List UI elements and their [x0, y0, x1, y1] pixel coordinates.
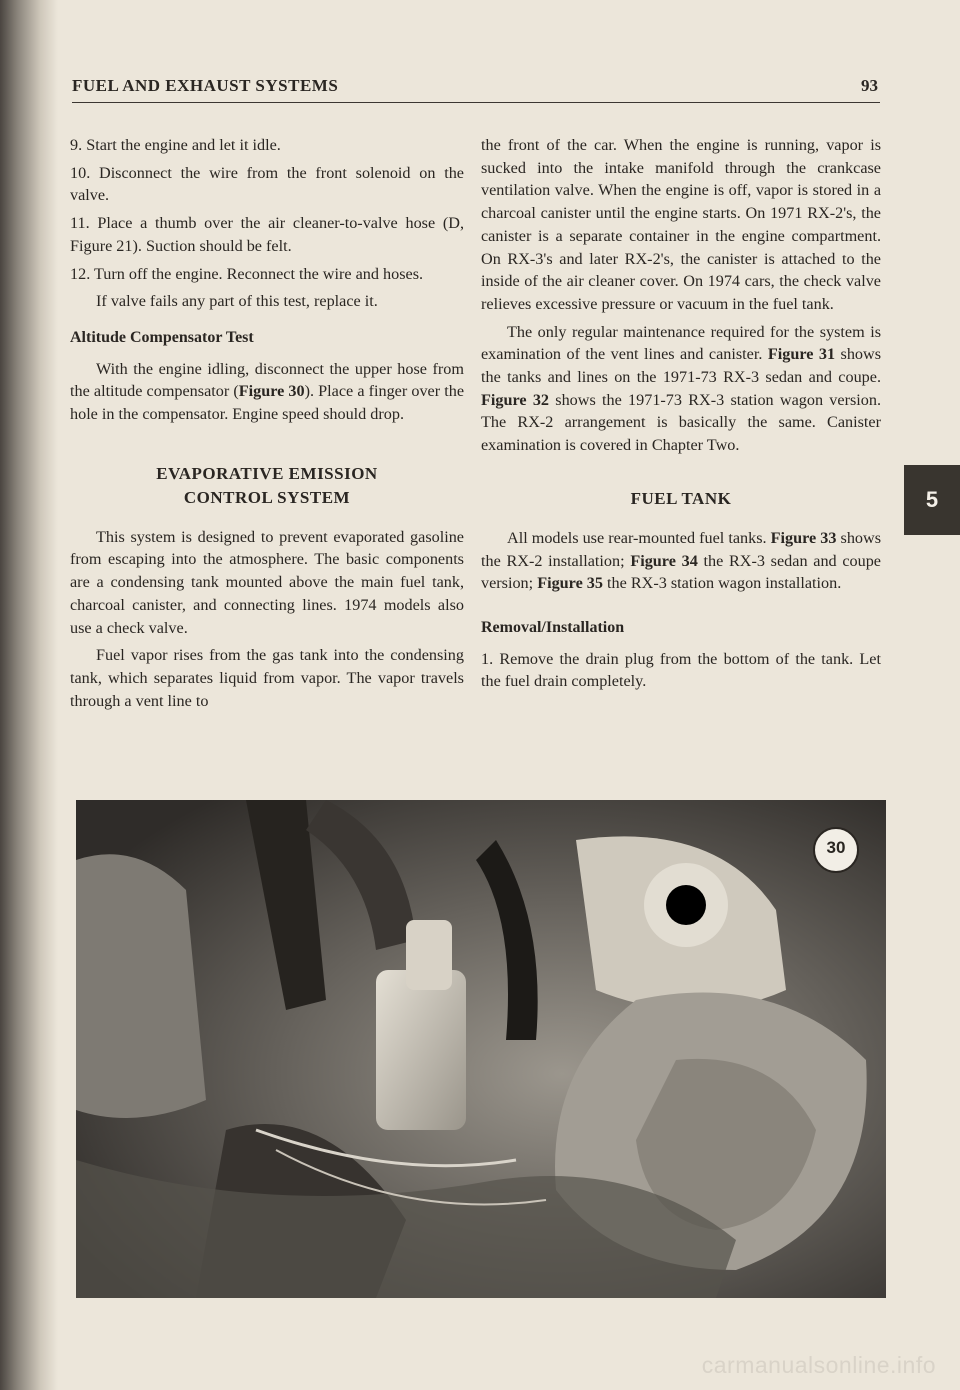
step-10: 10. Disconnect the wire from the front solenoid on the valve.: [70, 163, 464, 205]
evap-heading-line1: EVAPORATIVE EMISSION: [156, 463, 378, 483]
valve-fail-note: If valve fails any part of this test, replace it.: [96, 292, 378, 311]
tank-text-b: shows the RX-2 installation;: [481, 528, 881, 570]
altitude-text-a: With the engine idling, disconnect the upper hose from the altitude compensator (: [70, 359, 464, 401]
figure-34-ref: Figure 34: [630, 551, 698, 570]
figure-number-badge: 30: [826, 838, 846, 857]
step-9: 9. Start the engine and let it idle.: [70, 136, 281, 154]
removal-step-1: 1. Remove the drain plug from the bottom of the tank. Let the fuel drain completely.: [481, 649, 881, 691]
tank-text-c: the RX-3 sedan and coupe version;: [481, 551, 881, 593]
engine-compartment-photo: [76, 800, 886, 1298]
maint-text-a: The only regular maintenance required for the system is examination of the vent lines and canister.: [481, 322, 881, 364]
evap-heading-line2: CONTROL SYSTEM: [183, 487, 351, 507]
chapter-tab-number: 5: [925, 487, 939, 512]
page-number: 93: [861, 76, 878, 95]
evap-continued: the front of the car. When the engine is running, vapor is sucked into the intake manifold through the crankcase ventilation valve. When the engine is off, vapor is stored in a charcoal canister until the engine starts. On 1971 RX-2's, the canister is a separate container in the engine compartment. On RX-3's and later RX-2's, the canister is attached to the inside of the air cleaner cover. On 1974 cars, the check valve relieves excessive pressure or vacuum in the fuel tank.: [481, 136, 881, 313]
figure-32-ref: Figure 32: [481, 390, 550, 409]
evap-paragraph-1: This system is designed to prevent evaporated gasoline from escaping into the atmosphere. The basic components are a condensing tank mounted above the main fuel tank, charcoal canister, and connecting lines. 1974 models also use a check valve.: [70, 527, 464, 637]
maint-text-c: shows the 1971-73 RX-3 station wagon version. The RX-2 arrangement is basically the same. Canister examination is covered in Chapter Two.: [481, 390, 882, 455]
book-spine-shadow: [0, 0, 58, 1390]
altitude-paragraph: [70, 358, 464, 426]
maint-text-b: shows the tanks and lines on the 1971-73 RX-3 sedan and coupe.: [481, 345, 882, 387]
figure-30-ref: Figure 30: [238, 382, 305, 401]
figure-35-ref: Figure 35: [537, 574, 603, 593]
maintenance-paragraph: [481, 321, 881, 457]
chapter-title: FUEL AND EXHAUST SYSTEMS: [72, 76, 339, 95]
evaporative-emission-heading: [70, 462, 464, 510]
running-header: [72, 70, 880, 103]
tank-text-d: the RX-3 station wagon installation.: [603, 574, 842, 593]
altitude-text-b: ). Place a finger over the hole in the compensator. Engine speed should drop.: [70, 382, 465, 424]
fuel-tank-heading: FUEL TANK: [630, 488, 732, 508]
fuel-tank-paragraph: [481, 527, 881, 595]
step-11: 11. Place a thumb over the air cleaner-to-valve hose (D, Figure 21). Suction should be felt.: [70, 214, 464, 255]
evap-paragraph-2: Fuel vapor rises from the gas tank into the condensing tank, which separates liquid from vapor. The vapor travels through a vent line to: [70, 646, 464, 710]
step-12: 12. Turn off the engine. Reconnect the wire and hoses.: [70, 264, 424, 283]
figure-31-ref: Figure 31: [767, 345, 836, 364]
removal-installation-heading: Removal/Installation: [481, 618, 625, 636]
watermark: carmanualsonline.info: [701, 1352, 936, 1378]
tank-text-a: All models use rear-mounted fuel tanks.: [507, 528, 771, 547]
chapter-tab: [904, 465, 960, 535]
figure-30-photo: [76, 800, 886, 1298]
altitude-compensator-heading: Altitude Compensator Test: [70, 328, 254, 346]
right-column: [481, 134, 881, 698]
figure-33-ref: Figure 33: [770, 528, 837, 547]
left-column: [70, 134, 464, 717]
